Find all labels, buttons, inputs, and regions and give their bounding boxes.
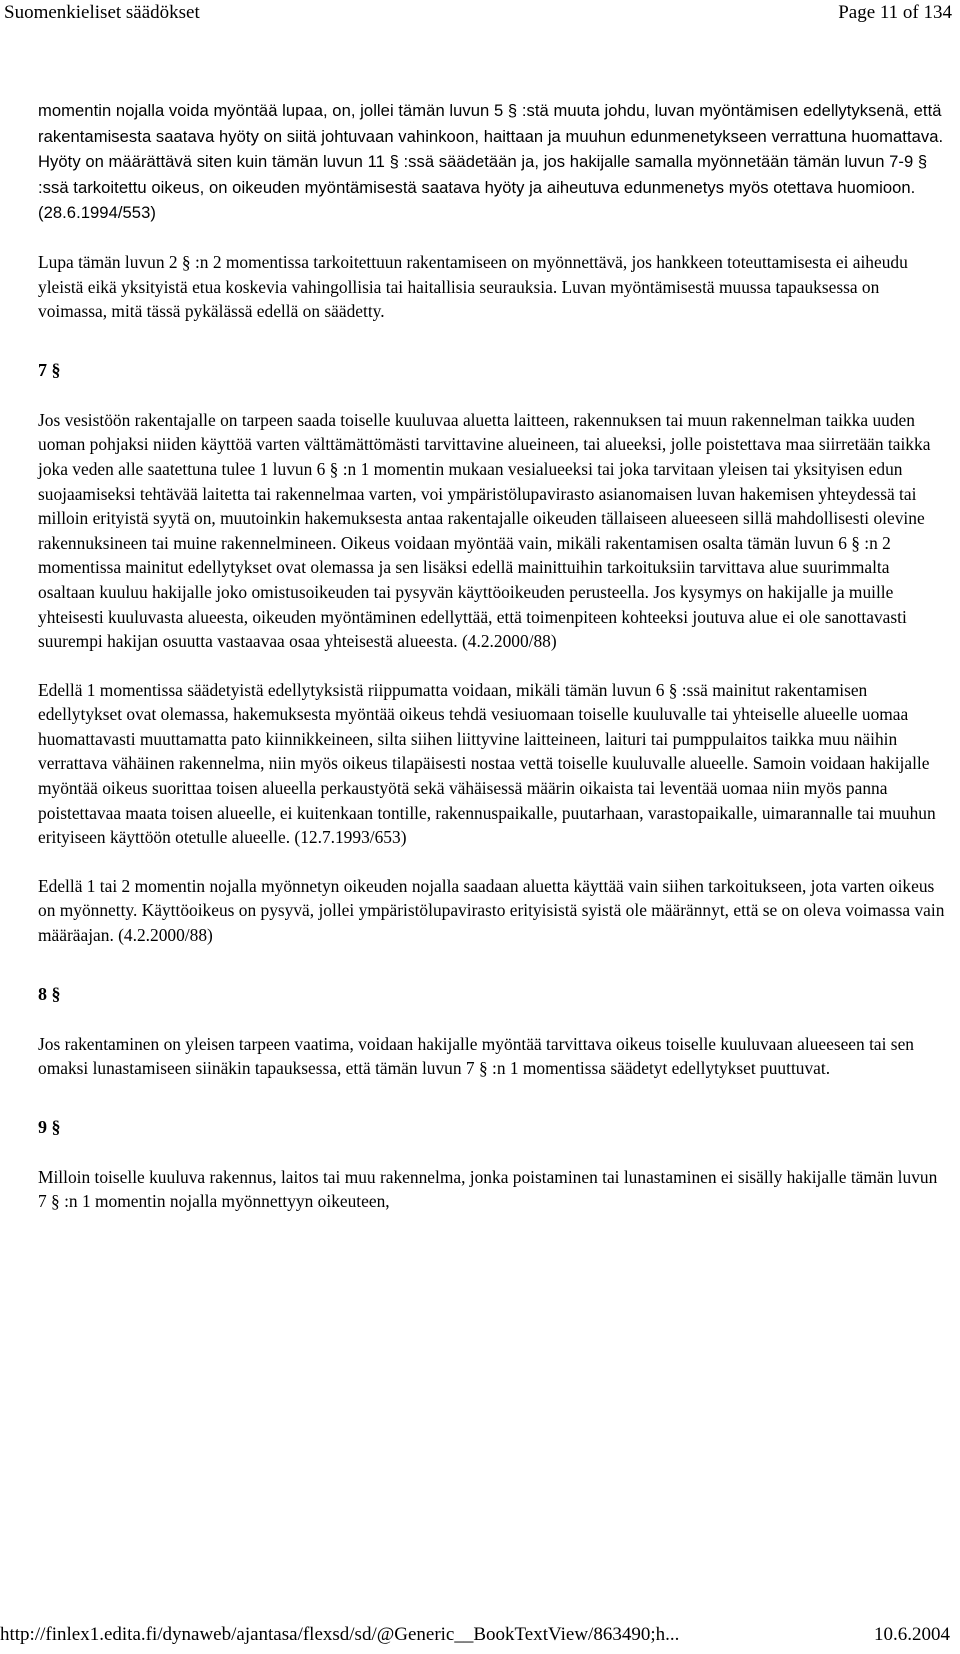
print-date: 10.6.2004 [874, 1624, 950, 1645]
section-7-heading: 7 § [38, 359, 61, 380]
page-footer [0, 1622, 960, 1652]
paragraph-6-text-a: momentin nojalla voida myöntää lupaa, on, jollei tämän luvun 5 § :stä muuta johdu, luvan myöntämisen edellytyksenä, että rakentamisesta saatava hyöty on siitä johtuvaan vahinkoon, haittaan ja muuhun edunmenetykseen verrattuna huomattava. [38, 101, 944, 146]
section-7-moment-2: Edellä 1 momentissa säädetyistä edellytyksistä riippumatta voidaan, mikäli tämän luvun 6 § :ssä mainitut rakentamisen edellytykset ovat olemassa, hakemuksesta myöntää oikeus tehdä vesiuomaan toiselle kuuluvalle tai yhteiselle alueelle uomaa huomattavasti muuttamatta pato kiinnikkeineen, silta siihen liittyvine laitteineen, laituri tai pumppulaitos taikka muu näihin verrattava vähäinen rakennelma, niin myös oikeus tilapäisesti nostaa vettä toiselle kuuluvalle alueelle. Samoin voidaan hakijalle myöntää oikeus suorittaa toisen alueella perkaustyötä sekä vähäisessä määrin oikaista tai leventää uomaa niin myös panna poistettavaa maata toisen alueelle, ei kuitenkaan tontille, rakennuspaikalle, puutarhaan, varastopaikalle, uimarannalle tai muuhun erityiseen käyttöön otetulle alueelle. (12.7.1993/653) [38, 679, 936, 848]
section-8-heading: 8 § [38, 983, 61, 1004]
section-9-heading: 9 § [38, 1116, 61, 1137]
page-header [0, 0, 960, 34]
paragraph-6-moment-2: Lupa tämän luvun 2 § :n 2 momentissa tarkoitettuun rakentamiseen on myönnettävä, jos hankkeen toteuttamisesta ei aiheudu yleistä eikä yksityistä etua koskevia vahingollisia tai haitallisia seurauksia. Luvan myöntämisestä muussa tapauksessa on voimassa, mitä tässä pykälässä edellä on säädetty. [38, 251, 908, 322]
page-number: Page 11 of 134 [838, 2, 952, 23]
section-9-moment-1: Milloin toiselle kuuluva rakennus, laitos tai muu rakennelma, jonka poistaminen tai lunastaminen ei sisälly hakijalle tämän luvun 7 § :n 1 momentin nojalla myönnettyyn oikeuteen, [38, 1166, 938, 1212]
document-body [38, 98, 948, 1214]
section-7-moment-1: Jos vesistöön rakentajalle on tarpeen saada toiselle kuuluvaa aluetta laitteen, rakennuksen tai muun rakennelman taikka uuden uoman pohjaksi niiden käyttöä varten välttämättömästi tarvittavine alueineen, tai alueeksi, jolle poistettava maa siirretään taikka joka veden alle saatettuna tulee 1 luvun 6 § :n 1 momentin mukaan vesialueeksi tai joka tarvitaan yleisen tai yksityisen edun suojaamiseksi tehtävää laitetta tai rakennelmaa varten, voi ympäristölupavirasto asianomaisen luvan hakemisen yhteydessä tai milloin erityistä syytä on, muutoinkin hakemuksesta antaa rakentajalle oikeuden tällaiseen alueeseen sillä mahdollisesti olevine rakennuksineen tai muine rakennelmineen. Oikeus voidaan myöntää vain, mikäli rakentamisen osalta tämän luvun 6 § :n 2 momentissa mainitut edellytykset ovat olemassa ja sen lisäksi edellä mainittuihin tarkoituksiin tarvittava alue suurimmalta osaltaan kuuluu hakijalle joko omistusoikeuden tai pysyvän käyttöoikeuden perusteella. Jos kysymys on hakijalle ja muille yhteisesti kuuluvasta alueesta, oikeuden myöntäminen edellyttää, että toimenpiteen kohteeksi joutuva alue ei ole sanottavasti suurempi hakijan osuutta vastaavaa osaa yhteisestä alueesta. (4.2.2000/88) [38, 409, 931, 652]
paragraph-6-continued [38, 98, 948, 226]
section-7-moment-3: Edellä 1 tai 2 momentin nojalla myönnetyn oikeuden nojalla saadaan aluetta käyttää vain siihen tarkoitukseen, jota varten oikeus on myönnetty. Käyttöoikeus on pysyvä, jollei ympäristölupavirasto erityisistä syistä ole määrännyt, että se on oleva voimassa vain määräajan. (4.2.2000/88) [38, 875, 945, 946]
paragraph-6-text-b: Hyöty on määrättävä siten kuin tämän luvun 11 § :ssä säädetään ja, jos hakijalle samalla myönnetään tämän luvun 7-9 § :ssä tarkoitettu oikeus, on oikeuden myöntämisestä saatava hyöty ja aiheutuva edunmenetys myös otettava huomioon. (28.6.1994/553) [38, 152, 928, 223]
document-title: Suomenkieliset säädökset [4, 2, 200, 23]
section-8-moment-1: Jos rakentaminen on yleisen tarpeen vaatima, voidaan hakijalle myöntää tarvittava oikeus toiselle kuuluvaan alueeseen tai sen omaksi lunastamiseen siinäkin tapauksessa, että tämän luvun 7 § :n 1 momentissa säädetyt edellytykset puuttuvat. [38, 1033, 914, 1079]
source-url: http://finlex1.edita.fi/dynaweb/ajantasa/flexsd/sd/@Generic__BookTextView/863490;h... [0, 1624, 680, 1645]
